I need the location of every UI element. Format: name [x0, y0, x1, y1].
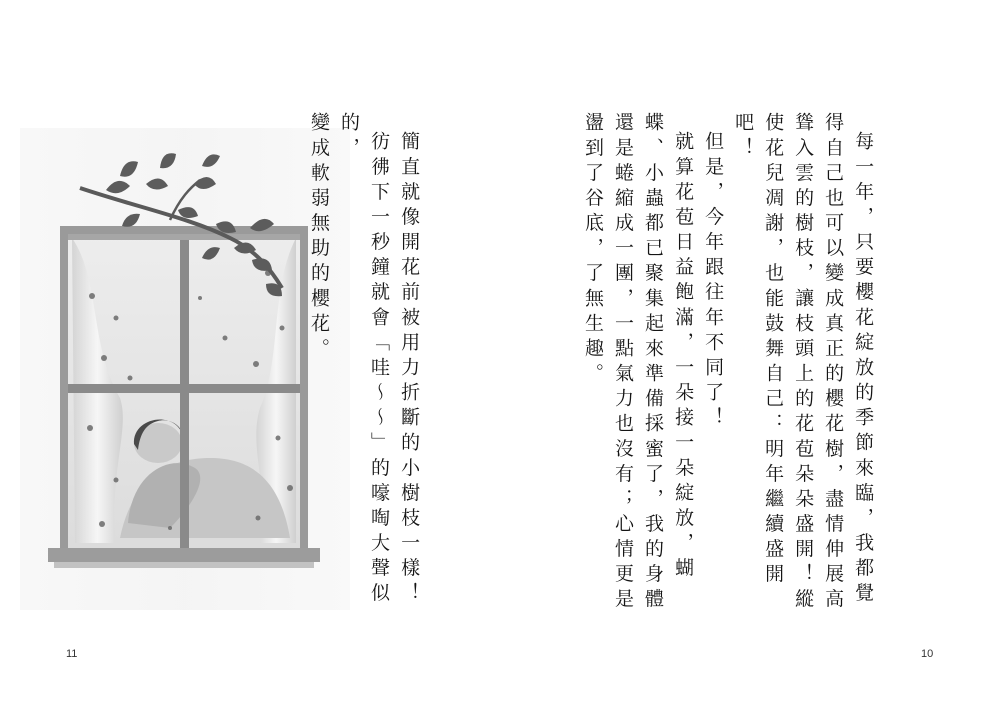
page-number-left: 11 — [66, 648, 78, 660]
right-paragraph-3: 就算花苞日益飽滿，一朵接一朵綻放，蝴蝶、小蟲都已聚集起來準備採蜜了，我的身體還是蜷縮成一團，一點氣力也沒有；心情更是盪到了谷底，了無生趣。 — [582, 112, 695, 614]
left-page-text — [304, 112, 424, 632]
right-page-text — [578, 112, 878, 632]
left-paragraph-2: 彷彿下一秒鐘就會「哇～～」的嚎啕大聲似的， — [338, 112, 391, 608]
left-paragraph-3: 變成軟弱無助的櫻花。 — [308, 112, 331, 363]
right-paragraph-2: 但是，今年跟往年不同了！ — [702, 131, 725, 432]
window-mullion-horizontal — [68, 384, 300, 393]
left-paragraph-1: 簡直就像開花前被用力折斷的小樹枝一樣！ — [398, 131, 421, 608]
page-number-right: 10 — [921, 648, 934, 660]
right-paragraph-1: 每一年，只要櫻花綻放的季節來臨，我都覺得自己也可以變成真正的櫻花樹，盡情伸展高聳入雲的樹枝，讓枝頭上的花苞朵朵盛開！縱使花兒凋謝，也能鼓舞自己：明年繼續盛開吧！ — [732, 112, 875, 614]
window-sill — [48, 548, 320, 562]
window-illustration — [20, 128, 350, 610]
